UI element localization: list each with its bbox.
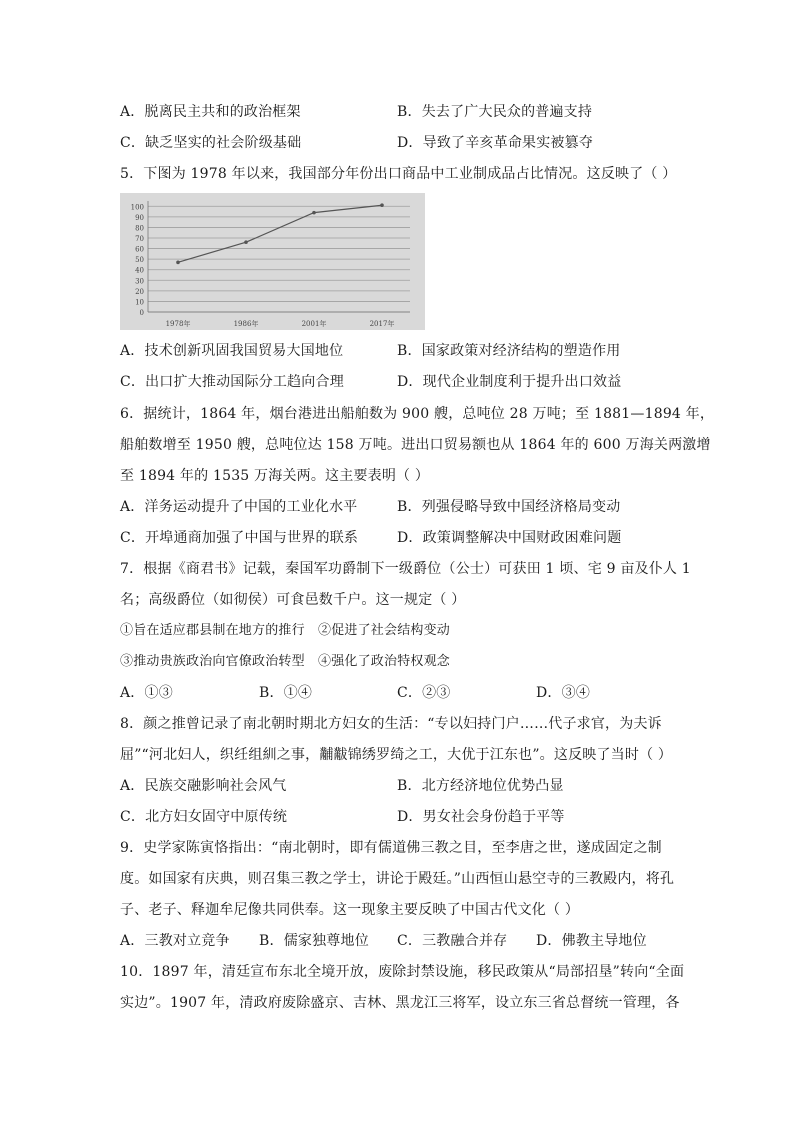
y-tick-label: 30 <box>135 277 144 286</box>
y-tick-label: 90 <box>135 213 144 222</box>
q9-option-b: B．儒家独尊地位 <box>259 933 369 949</box>
q7-option-b: B．①④ <box>259 685 313 701</box>
x-tick-label: 2017年 <box>369 320 395 328</box>
q6-line-3: 至 1894 年的 1535 万海关两。这主要表明（ ） <box>120 468 430 484</box>
q10-line-1: 10．1897 年，清廷宣布东北全境开放，废除封禁设施，移民政策从“局部招垦”转向“全面 <box>120 964 685 980</box>
q9-option-a: A．三教对立竞争 <box>120 933 230 949</box>
q4-option-d: D．导致了辛亥革命果实被篡夺 <box>397 135 594 151</box>
q9-line-3: 子、老子、释迦牟尼像共同供奉。这一现象主要反映了中国古代文化（ ） <box>120 902 580 918</box>
q7-line-1: 7．根据《商君书》记载，秦国军功爵制下一级爵位（公士）可获田 1 顷、宅 9 亩及仆人 1 <box>120 561 691 577</box>
y-tick-label: 70 <box>135 235 144 243</box>
q6-option-b: B．列强侵略导致中国经济格局变动 <box>397 499 621 515</box>
q8-option-b: B．北方经济地位优势凸显 <box>397 778 564 794</box>
q8-line-1: 8．颜之推曾记录了南北朝时期北方妇女的生活：“专以妇持门户……代子求官，为夫诉 <box>120 716 662 732</box>
q9-option-d: D．佛教主导地位 <box>536 933 647 949</box>
q8-option-d: D．男女社会身份趋于平等 <box>397 809 565 825</box>
q5-option-d: D．现代企业制度利于提升出口效益 <box>397 374 622 390</box>
q7-option-c: C．②③ <box>397 685 451 701</box>
series-line <box>178 205 382 262</box>
q5-option-a: A．技术创新巩固我国贸易大国地位 <box>120 343 344 359</box>
q5-option-b: B．国家政策对经济结构的塑造作用 <box>397 343 621 359</box>
y-tick-label: 10 <box>135 298 144 307</box>
y-tick-label: 20 <box>135 287 144 296</box>
q5-line-chart <box>120 193 425 330</box>
y-tick-label: 80 <box>135 224 144 233</box>
data-point <box>312 211 316 215</box>
data-point <box>176 261 180 265</box>
q6-option-c: C．开埠通商加强了中国与世界的联系 <box>120 530 359 546</box>
q9-line-1: 9．史学家陈寅恪指出：“南北朝时，即有儒道佛三教之目，至李唐之世，遂成固定之制 <box>120 840 662 856</box>
q6-option-d: D．政策调整解决中国财政困难问题 <box>397 530 622 546</box>
q7-option-d: D．③④ <box>536 685 591 701</box>
y-tick-label: 40 <box>135 266 144 275</box>
q7-option-a: A．①③ <box>120 685 173 701</box>
data-point <box>380 203 384 207</box>
q5-stem: 5．下图为 1978 年以来，我国部分年份出口商品中工业制成品占比情况。这反映了（ ） <box>120 166 677 182</box>
q9-line-2: 度。如国家有庆典，则召集三教之学士，讲论于殿廷。”山西恒山悬空寺的三教殿内，将孔 <box>120 871 675 887</box>
q6-option-a: A．洋务运动提升了中国的工业化水平 <box>120 499 358 515</box>
q4-option-c: C．缺乏坚实的社会阶级基础 <box>120 135 302 151</box>
y-tick-label: 100 <box>130 203 144 212</box>
data-point <box>244 240 248 244</box>
q7-item-2: ③推动贵族政治向官僚政治转型 ④强化了政治特权观念 <box>120 654 451 669</box>
x-tick-label: 2001年 <box>301 320 327 328</box>
q4-option-a: A．脱离民主共和的政治框架 <box>120 104 301 120</box>
y-tick-label: 50 <box>135 256 144 265</box>
q9-option-c: C．三教融合并存 <box>397 933 508 949</box>
x-tick-label: 1986年 <box>233 320 259 328</box>
q10-line-2: 实边”。1907 年，清政府废除盛京、吉林、黑龙江三将军，设立东三省总督统一管理，各 <box>120 995 680 1011</box>
q7-line-2: 名；高级爵位（如彻侯）可食邑数千户。这一规定（ ） <box>120 592 466 608</box>
x-tick-label: 1978年 <box>165 320 191 328</box>
y-tick-label: 0 <box>139 309 144 317</box>
q8-line-2: 屈”“河北妇人，织纴组紃之事，黼黻锦绣罗绮之工，大优于江东也”。这反映了当时（ ） <box>120 747 673 763</box>
q8-option-a: A．民族交融影响社会风气 <box>120 778 287 794</box>
q6-line-1: 6．据统计，1864 年，烟台港进出船舶数为 900 艘，总吨位 28 万吨；至 1881—1894 年， <box>120 406 715 422</box>
q4-option-b: B．失去了广大民众的普遍支持 <box>397 104 593 120</box>
y-tick-label: 60 <box>135 245 144 254</box>
q8-option-c: C．北方妇女固守中原传统 <box>120 809 288 825</box>
chart-svg <box>120 193 425 330</box>
q6-line-2: 船舶数增至 1950 艘，总吨位达 158 万吨。进出口贸易额也从 1864 年的 600 万海关两激增 <box>120 437 711 453</box>
q5-option-c: C．出口扩大推动国际分工趋向合理 <box>120 374 344 390</box>
q7-item-1: ①旨在适应郡县制在地方的推行 ②促进了社会结构变动 <box>120 623 451 638</box>
